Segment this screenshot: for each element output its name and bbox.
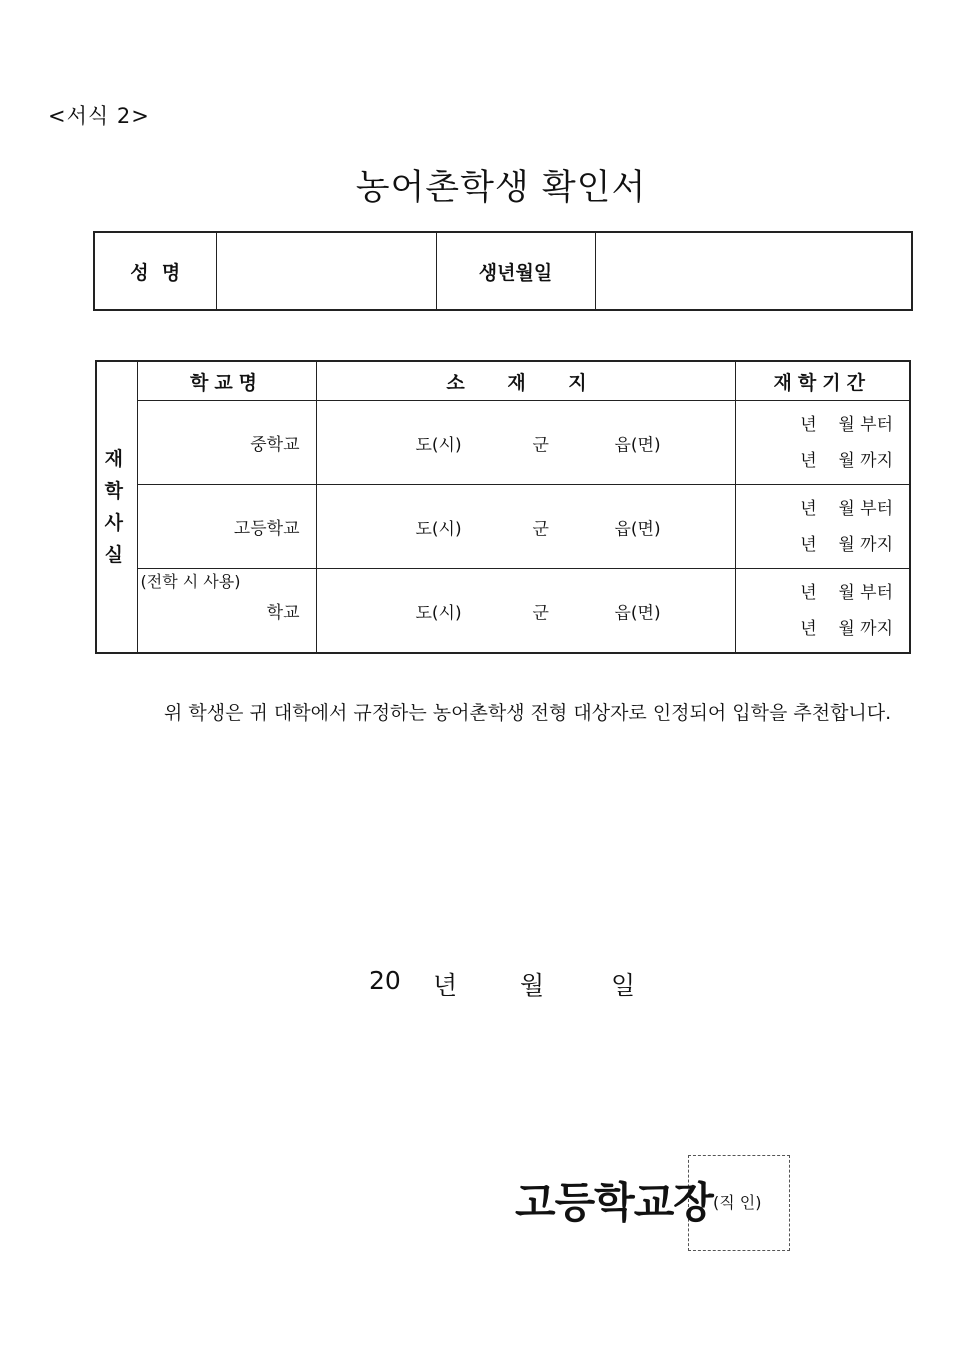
date-month-label: 월: [520, 971, 545, 1000]
school-cell[interactable]: [137, 485, 316, 569]
school-label: 중학교: [250, 435, 300, 455]
enrollment-row: [96, 569, 910, 654]
side-char: 실: [104, 544, 129, 566]
identity-table: [93, 231, 913, 311]
province-label: 도(시): [415, 435, 462, 455]
location-cell[interactable]: [316, 401, 735, 485]
period-to: 년 월 까지: [800, 450, 893, 471]
town-label: 읍(면): [614, 603, 661, 623]
school-cell[interactable]: [137, 569, 316, 654]
period-from: 년 월 부터: [800, 582, 893, 603]
enrollment-row: [96, 401, 910, 485]
school-cell[interactable]: [137, 401, 316, 485]
form-number: <서식 2>: [48, 104, 150, 128]
date-day-label: 일: [611, 971, 636, 1000]
province-label: 도(시): [415, 519, 462, 539]
school-label: 학교: [266, 603, 300, 623]
town-label: 읍(면): [614, 519, 661, 539]
header-location: 소 재 지: [316, 361, 735, 401]
county-label: 군: [532, 603, 549, 623]
period-cell[interactable]: [735, 569, 910, 654]
recommendation-text: 위 학생은 귀 대학에서 규정하는 농어촌학생 전형 대상자로 인정되어 입학을 추천합니다.: [164, 702, 892, 724]
principal-title: 고등학교장: [515, 1178, 713, 1227]
birth-field[interactable]: [595, 232, 912, 310]
name-label: 성 명: [94, 232, 216, 310]
transfer-note: (전학 시 사용): [140, 572, 241, 591]
period-from: 년 월 부터: [800, 498, 893, 519]
birth-label: 생년월일: [436, 232, 595, 310]
enrollment-table: [95, 360, 911, 654]
document-title: 농어촌학생 확인서: [355, 168, 647, 208]
province-label: 도(시): [415, 603, 462, 623]
town-label: 읍(면): [614, 435, 661, 455]
side-char: 학: [104, 480, 129, 502]
name-field[interactable]: [216, 232, 436, 310]
county-label: 군: [532, 435, 549, 455]
period-from: 년 월 부터: [800, 414, 893, 435]
location-cell[interactable]: [316, 485, 735, 569]
county-label: 군: [532, 519, 549, 539]
side-char: 사: [104, 512, 129, 534]
header-period: 재학기간: [735, 361, 910, 401]
enrollment-row: [96, 485, 910, 569]
seal-label: (직 인): [713, 1193, 762, 1212]
date-year-label: 년: [433, 971, 458, 1000]
period-to: 년 월 까지: [800, 618, 893, 639]
side-char: 재: [104, 448, 129, 470]
school-label: 고등학교: [233, 519, 300, 539]
date-year-prefix: 20: [369, 966, 401, 995]
location-cell[interactable]: [316, 569, 735, 654]
period-to: 년 월 까지: [800, 534, 893, 555]
header-school: 학교명: [137, 361, 316, 401]
period-cell[interactable]: [735, 401, 910, 485]
enrollment-side-label: [96, 361, 137, 653]
period-cell[interactable]: [735, 485, 910, 569]
